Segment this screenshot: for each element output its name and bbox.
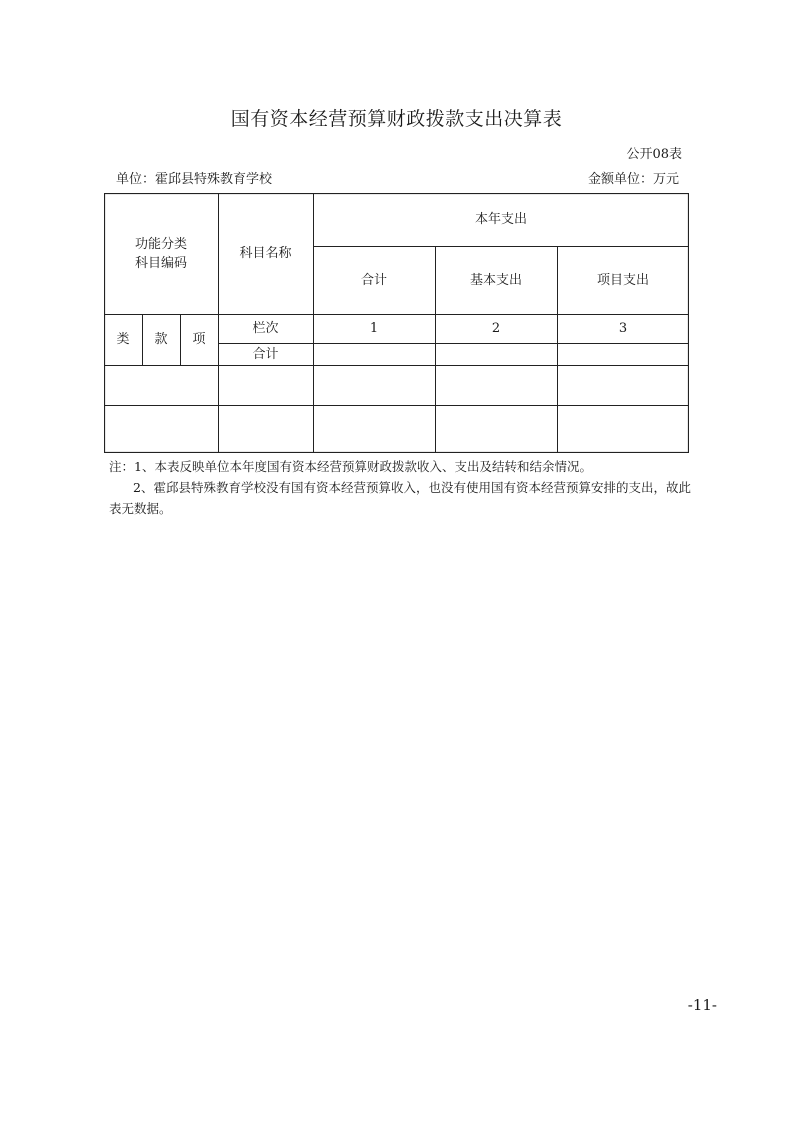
total-row-label: 合计 [252, 346, 279, 362]
function-code-header [104, 193, 218, 314]
total-header: 合计 [360, 272, 387, 288]
current-year-expenditure-header: 本年支出 [474, 212, 527, 227]
basic-expenditure-header: 基本支出 [469, 272, 522, 288]
page-number: -11- [687, 996, 717, 1014]
note-line-2: 2、霍邱县特殊教育学校没有国有资本经营预算收入，也没有使用国有资本经营预算安排的支出，故此表无数据。 [109, 480, 691, 516]
function-code-header-line1: 功能分类 [134, 236, 187, 252]
section-header: 款 [154, 332, 168, 347]
column-index-3: 3 [618, 321, 628, 336]
money-unit-label: 金额单位：万元 [587, 172, 679, 187]
column-index-label: 栏次 [252, 321, 279, 336]
page-title: 国有资本经营预算财政拨款支出决算表 [230, 108, 563, 130]
column-index-2: 2 [491, 321, 501, 336]
note-line-1: 注：1、本表反映单位本年度国有资本经营预算财政拨款收入、支出及结转和结余情况。 [109, 459, 592, 474]
form-number: 公开08表 [626, 147, 682, 162]
notes [109, 456, 692, 519]
function-code-header-line2: 科目编码 [134, 255, 187, 271]
item-header: 项 [192, 332, 206, 347]
subject-name-header: 科目名称 [239, 246, 292, 261]
class-header: 类 [116, 332, 130, 347]
unit-label: 单位：霍邱县特殊教育学校 [116, 172, 273, 187]
expenditure-table [104, 193, 689, 453]
column-index-1: 1 [369, 321, 379, 336]
project-expenditure-header: 项目支出 [596, 272, 649, 288]
